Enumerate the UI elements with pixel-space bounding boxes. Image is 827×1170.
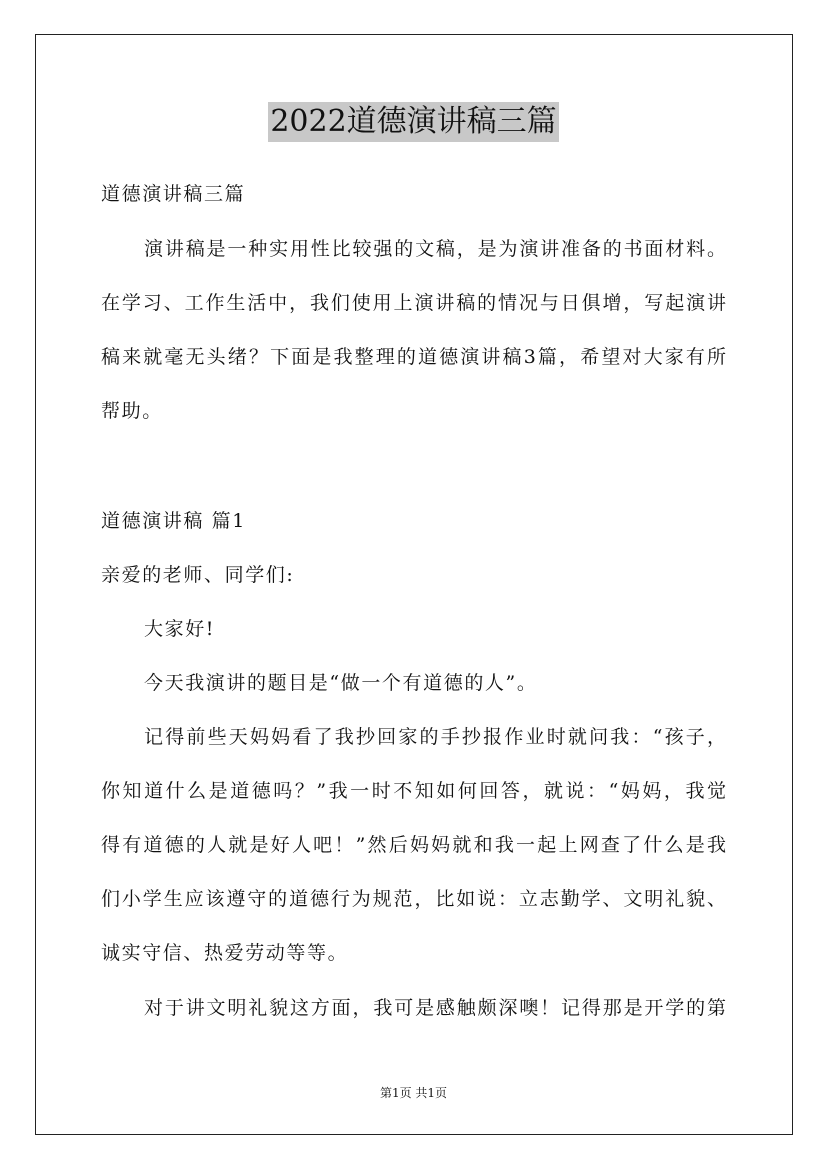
paragraph1-line-3: 得有道德的人就是好人吧！”然后妈妈就和我一起上网查了什么是我 bbox=[101, 834, 726, 856]
document-title: 2022道德演讲稿三篇 bbox=[268, 102, 558, 142]
greeting: 大家好! bbox=[144, 618, 216, 640]
intro-line-4: 帮助。 bbox=[101, 400, 163, 422]
topic-line: 今天我演讲的题目是“做一个有道德的人”。 bbox=[144, 672, 538, 694]
paragraph2-line-1: 对于讲文明礼貌这方面，我可是感触颇深噢！记得那是开学的第 bbox=[144, 997, 726, 1019]
section-heading: 道德演讲稿 篇1 bbox=[101, 510, 246, 532]
subtitle: 道德演讲稿三篇 bbox=[101, 183, 246, 205]
page-footer: 第1页 共1页 bbox=[379, 1086, 448, 1100]
paragraph1-line-2: 你知道什么是道德吗？”我一时不知如何回答，就说：“妈妈，我觉 bbox=[101, 780, 726, 802]
paragraph1-line-1: 记得前些天妈妈看了我抄回家的手抄报作业时就问我：“孩子， bbox=[144, 726, 726, 748]
intro-line-2: 在学习、工作生活中，我们使用上演讲稿的情况与日俱增，写起演讲 bbox=[101, 292, 726, 314]
paragraph1-line-5: 诚实守信、热爱劳动等等。 bbox=[101, 942, 349, 964]
intro-line-1: 演讲稿是一种实用性比较强的文稿，是为演讲准备的书面材料。 bbox=[144, 238, 726, 260]
title-container bbox=[0, 102, 827, 142]
salutation: 亲爱的老师、同学们: bbox=[101, 564, 295, 586]
paragraph1-line-4: 们小学生应该遵守的道德行为规范，比如说：立志勤学、文明礼貌、 bbox=[101, 888, 726, 910]
intro-line-3: 稿来就毫无头绪？下面是我整理的道德演讲稿3篇，希望对大家有所 bbox=[101, 346, 726, 368]
